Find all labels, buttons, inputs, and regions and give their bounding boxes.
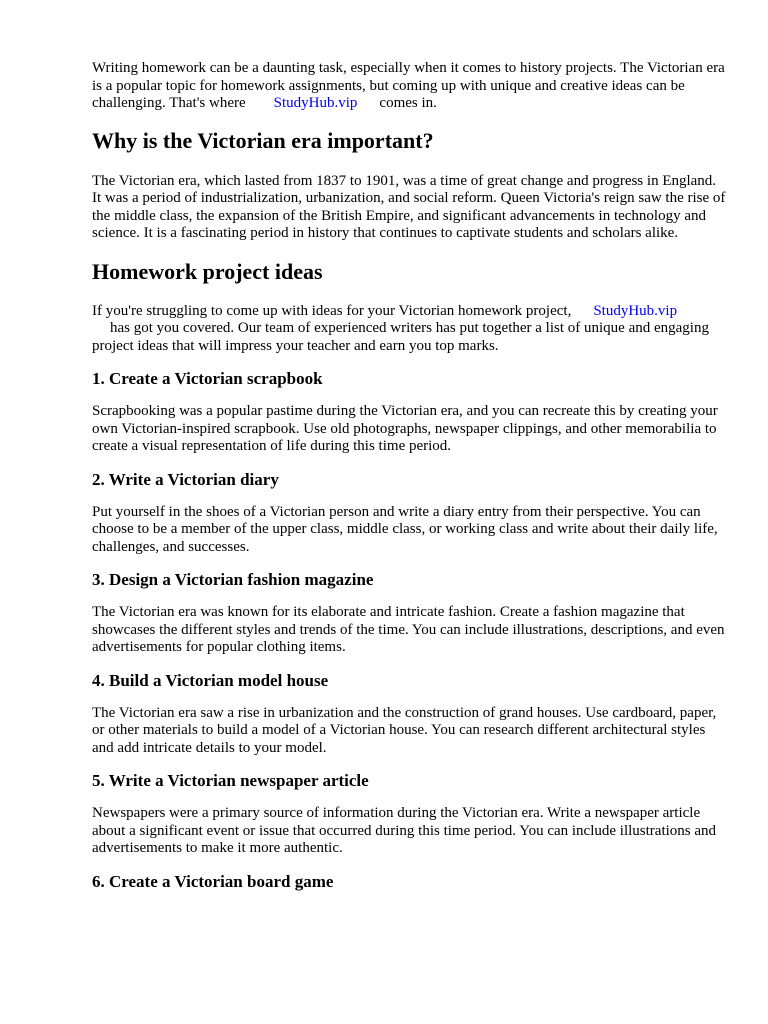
intro-text-end: comes in. [379, 95, 437, 111]
ideas-paragraph [92, 303, 726, 356]
intro-text: Writing homework can be a daunting task, especially when it comes to history projects. The Victorian era is a popular topic for homework assignments, but coming up with unique and creative ideas can be challenging. That's where [92, 60, 725, 111]
studyhub-link[interactable]: StudyHub.vip [273, 95, 358, 111]
why-heading: Why is the Victorian era important? [92, 127, 434, 153]
idea-body-3: The Victorian era was known for its elaborate and intricate fashion. Create a fashion magazine that showcases the different styles and trends of the time. You can include illustrations, descriptions, and even advertisements for popular clothing items. [92, 604, 725, 655]
idea-title-2: 2. Write a Victorian diary [92, 469, 279, 489]
ideas-text: If you're struggling to come up with ideas for your Victorian homework project, [92, 302, 572, 319]
intro-paragraph [92, 60, 726, 113]
idea-body-1: Scrapbooking was a popular pastime during the Victorian era, and you can recreate this by creating your own Victorian-inspired scrapbook. Use old photographs, newspaper clippings, and other memorabilia to create a visual representation of life during this time period. [92, 403, 718, 454]
why-paragraph: The Victorian era, which lasted from 1837 to 1901, was a time of great change and progress in England. It was a period of industrialization, urbanization, and social reform. Queen Victoria's reign saw the rise of the middle class, the expansion of the British Empire, and significant advancements in technology and science. It is a fascinating period in history that continues to captivate students and scholars alike. [92, 172, 726, 241]
idea-title-4: 4. Build a Victorian model house [92, 670, 329, 690]
idea-title-3: 3. Design a Victorian fashion magazine [92, 570, 374, 589]
idea-body-4: The Victorian era saw a rise in urbanization and the construction of grand houses. Use cardboard, paper, or other materials to build a model of a Victorian house. You can research different architectural styles and add intricate details to your model. [92, 704, 717, 756]
idea-title-5: 5. Write a Victorian newspaper article [92, 771, 369, 790]
ideas-heading: Homework project ideas [92, 258, 323, 284]
document-page [92, 60, 726, 892]
idea-body-5: Newspapers were a primary source of information during the Victorian era. Write a newspaper article about a significant event or issue that occurred during this time period. You can include illustrations and advertisements to make it more authentic. [92, 805, 717, 856]
idea-body-2: Put yourself in the shoes of a Victorian person and write a diary entry from their perspective. You can choose to be a member of the upper class, middle class, or working class and write about their daily life, challenges, and successes. [92, 503, 718, 555]
idea-title-6: 6. Create a Victorian board game [92, 871, 334, 891]
idea-title-1: 1. Create a Victorian scrapbook [92, 369, 323, 388]
studyhub-link-2[interactable]: StudyHub.vip [593, 302, 678, 319]
ideas-text-end: has got you covered. Our team of experienced writers has put together a list of unique and engaging project ideas that will impress your teacher and earn you top marks. [92, 320, 709, 354]
